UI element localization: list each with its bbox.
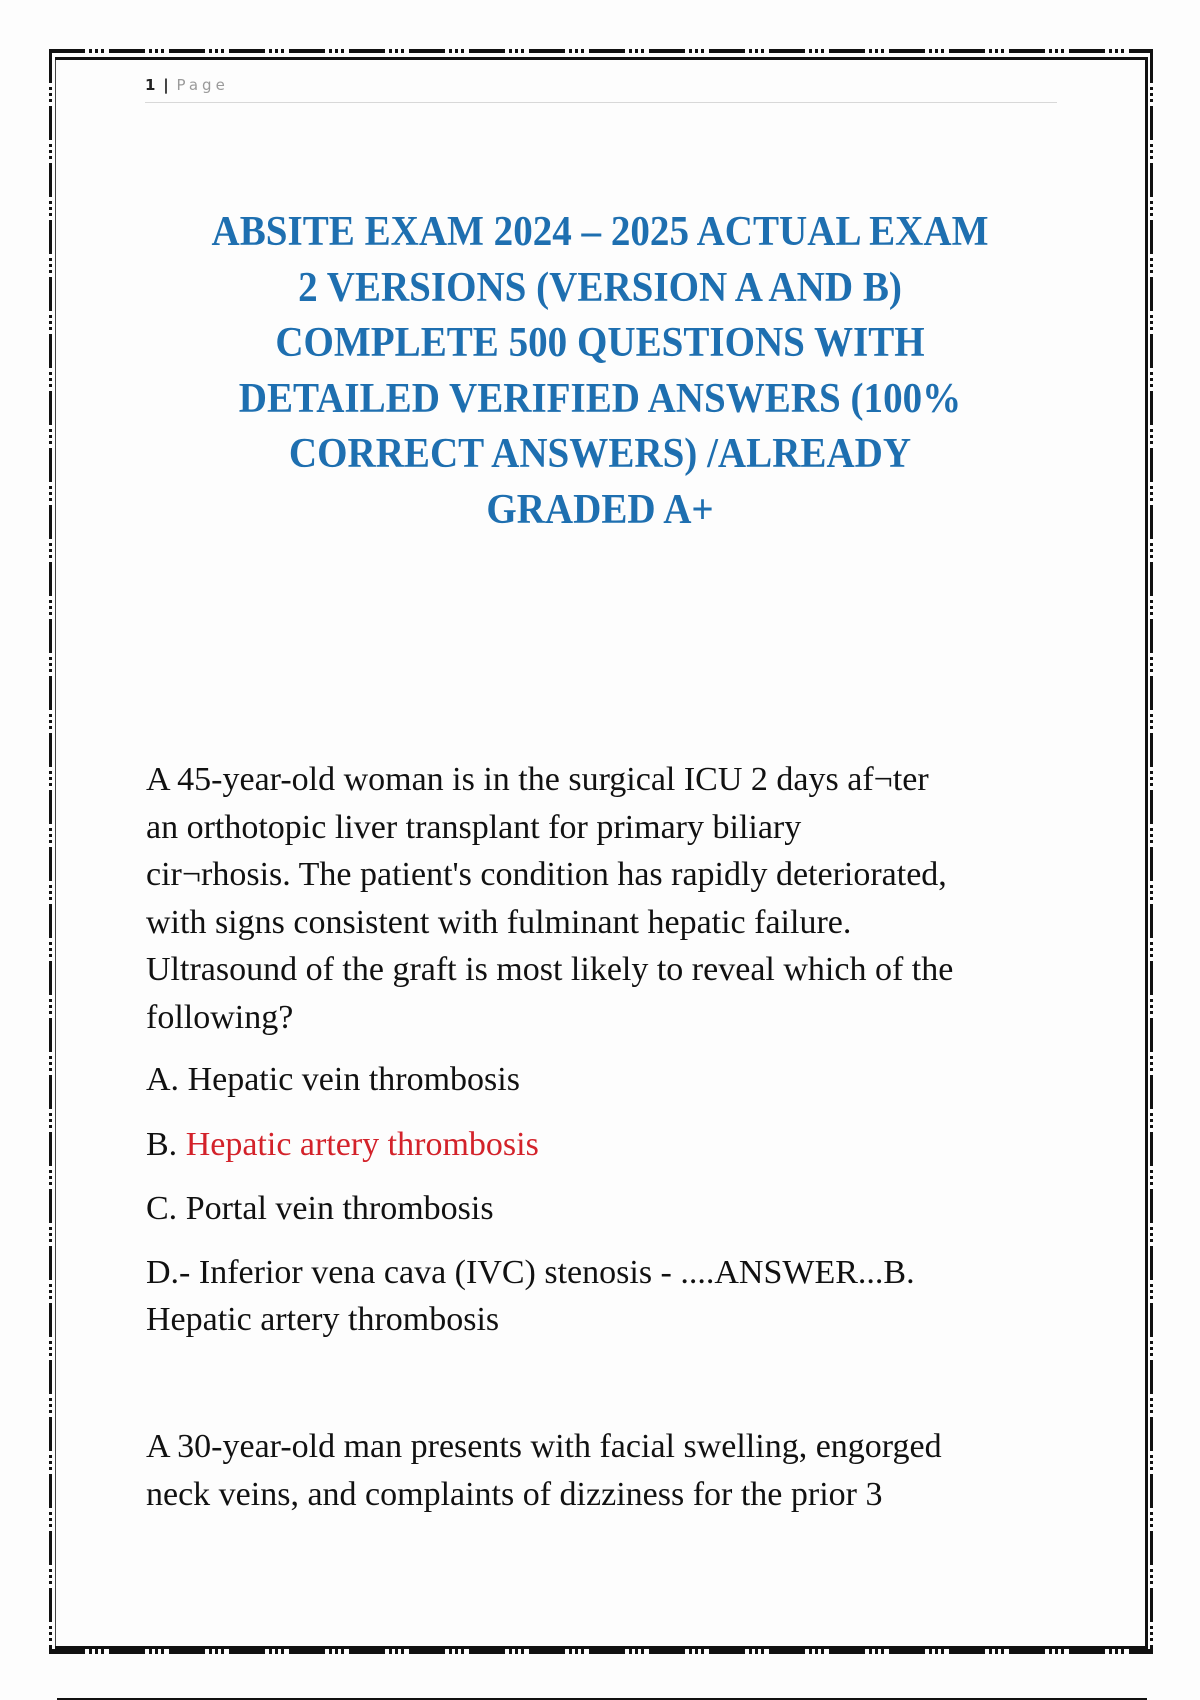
title-line: ABSITE EXAM 2024 – 2025 ACTUAL EXAM [211, 209, 989, 255]
question-1-stem [146, 756, 1066, 1041]
page-border-inner-left [55, 60, 56, 1649]
document-title [172, 205, 1028, 538]
question-text-line: neck veins, and complaints of dizziness for the prior 3 [146, 1475, 883, 1513]
answer-continuation: Hepatic artery thrombosis [146, 1301, 500, 1338]
question-text-line: Ultrasound of the graft is most likely to reveal which of the [146, 951, 954, 988]
page-border-inner-right [1145, 57, 1148, 1649]
page-border-inner-top [55, 57, 1147, 60]
page-header [145, 72, 1057, 103]
page-border-top [49, 49, 1153, 53]
option-d [146, 1249, 915, 1297]
page-border-right [1150, 49, 1153, 1653]
title-line: CORRECT ANSWERS) /ALREADY [288, 431, 912, 477]
option-text-correct: Hepatic artery thrombosis [185, 1126, 539, 1163]
option-c [146, 1185, 494, 1233]
page-header-separator: | [163, 76, 169, 94]
option-text: Portal vein thrombosis [185, 1190, 494, 1227]
page-label: Page [176, 76, 229, 94]
title-line: GRADED A+ [486, 486, 714, 533]
question-text-line: following? [146, 998, 294, 1036]
question-text-line: with signs consistent with fulminant hepatic failure. [146, 903, 852, 941]
option-letter: C. [146, 1190, 178, 1227]
question-text-line: an orthotopic liver transplant for primary biliary [146, 808, 802, 846]
title-line: 2 VERSIONS (VERSION A AND B) [298, 264, 902, 311]
question-text-line: A 30-year-old man presents with facial swelling, engorged [146, 1428, 942, 1465]
page-border-bottom [49, 1649, 1153, 1654]
option-a [146, 1056, 520, 1104]
option-text: Hepatic vein thrombosis [187, 1061, 520, 1098]
page-number: 1 [145, 76, 156, 94]
option-letter: A. [146, 1061, 180, 1098]
question-text-line: A 45-year-old woman is in the surgical ICU 2 days af¬ter [146, 761, 929, 798]
option-b-correct [146, 1121, 539, 1169]
option-letter: D.- [146, 1254, 191, 1291]
title-line: DETAILED VERIFIED ANSWERS (100% [238, 375, 962, 422]
page-border-inner-bottom [55, 1646, 1148, 1649]
page-border-left [49, 49, 52, 1653]
question-2-stem [146, 1423, 1066, 1518]
title-line: COMPLETE 500 QUESTIONS WITH [275, 320, 925, 366]
question-text-line: cir¬rhosis. The patient's condition has rapidly deteriorated, [146, 856, 947, 893]
option-text: Inferior vena cava (IVC) stenosis - ....ANSWER...B. [198, 1254, 915, 1291]
option-letter: B. [146, 1126, 178, 1163]
